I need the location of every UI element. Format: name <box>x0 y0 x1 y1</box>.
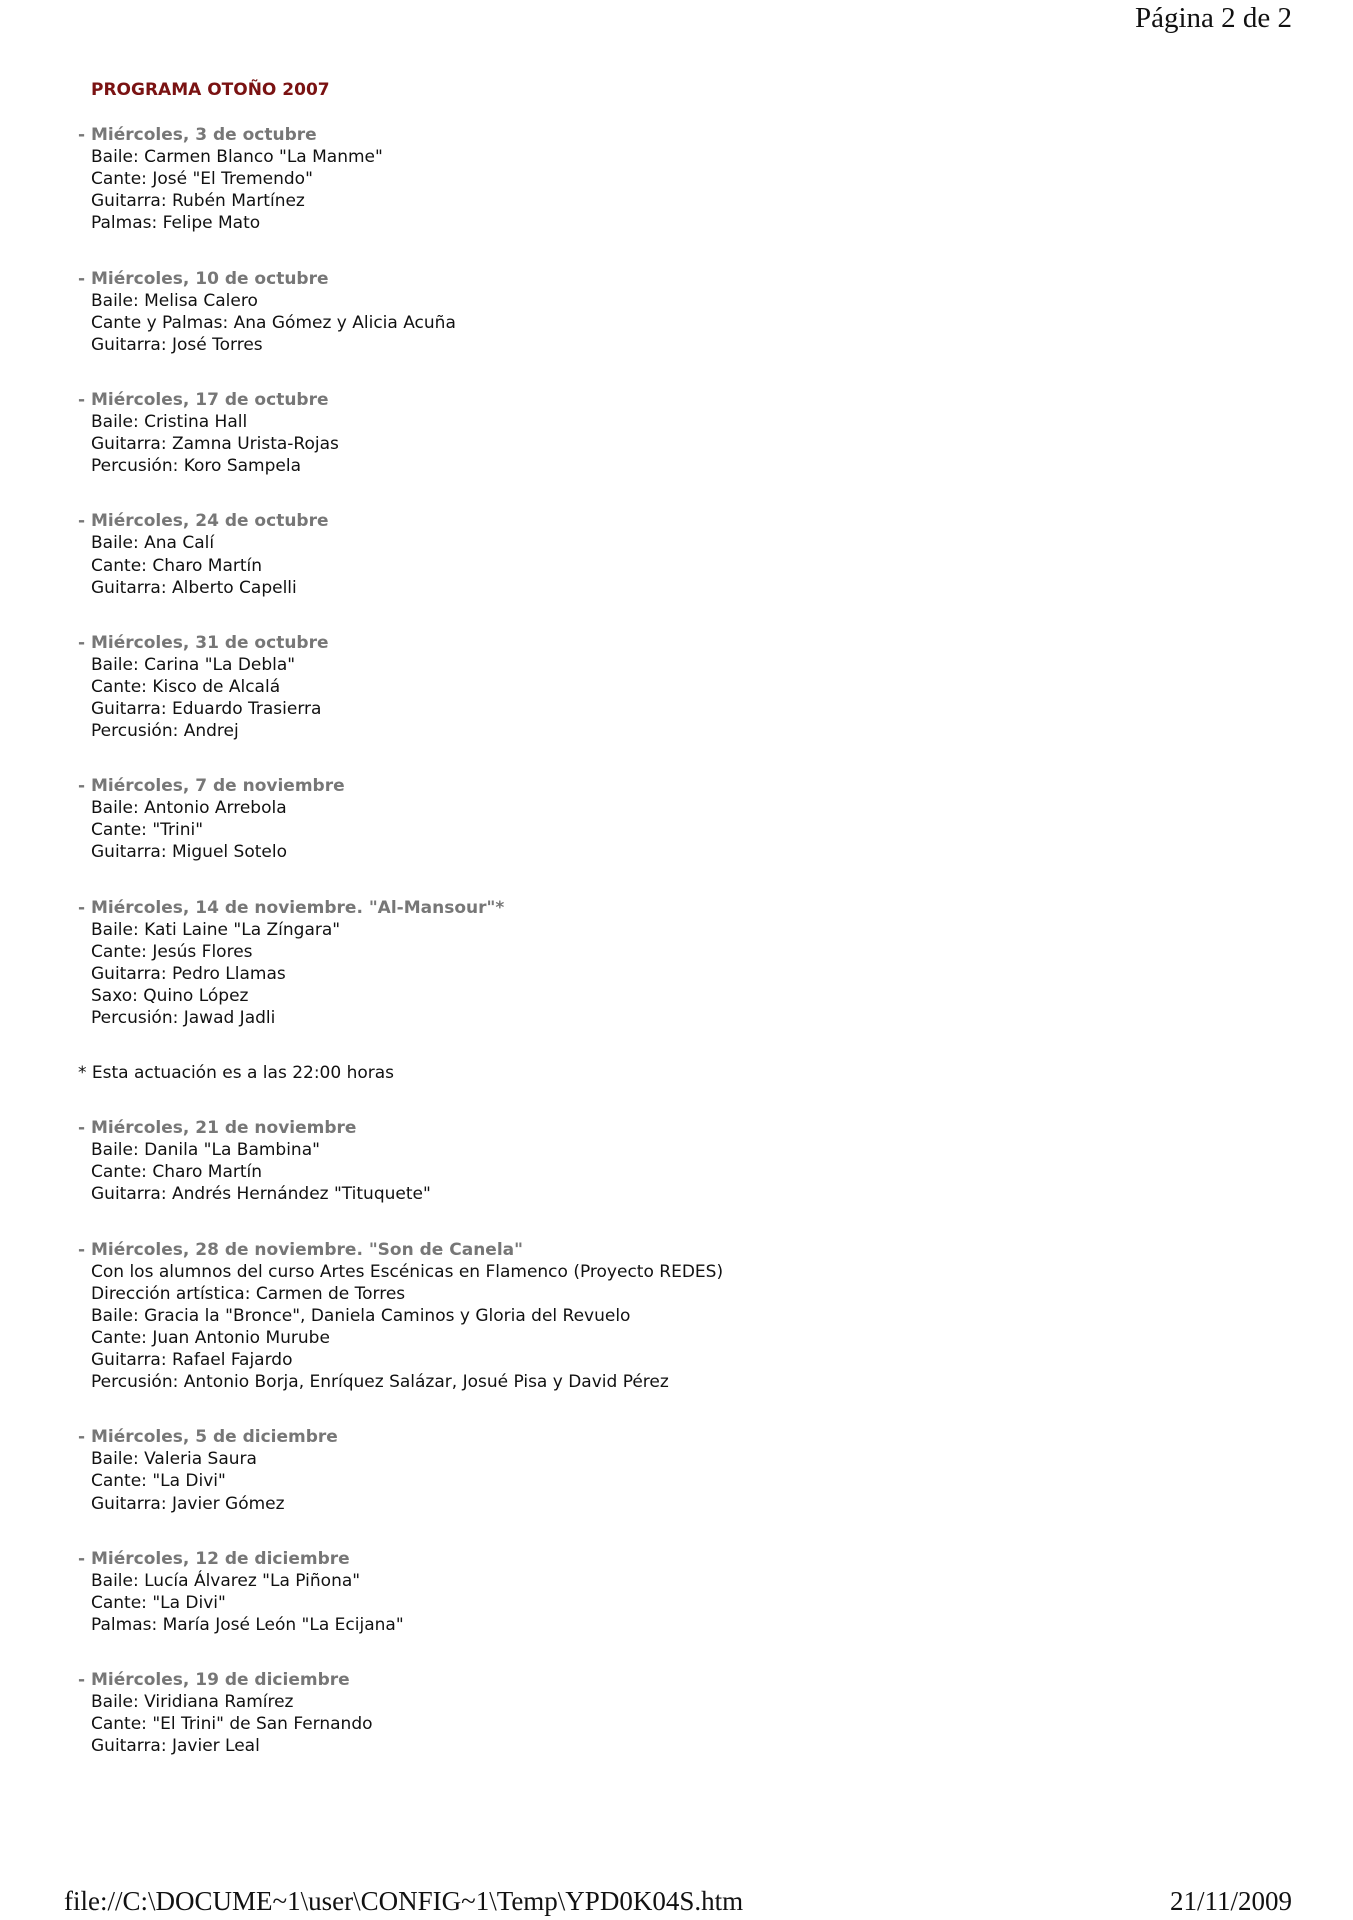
event-performer-line: Guitarra: Pedro Llamas <box>91 963 286 984</box>
event-entry <box>78 632 723 742</box>
event-performer-line: Palmas: María José León "La Ecijana" <box>91 1614 404 1635</box>
event-entry <box>78 775 723 863</box>
event-performer-line: Guitarra: Eduardo Trasierra <box>91 698 322 719</box>
event-date: - Miércoles, 7 de noviembre <box>78 776 345 797</box>
event-entry <box>78 1548 723 1636</box>
event-performer-line: Guitarra: Andrés Hernández "Tituquete" <box>91 1184 431 1205</box>
event-date: - Miércoles, 31 de octubre <box>78 632 329 653</box>
event-performer-line: Percusión: Andrej <box>91 721 239 742</box>
event-performer-line: Cante: Charo Martín <box>91 1162 263 1183</box>
event-entry <box>78 897 723 1030</box>
event-date: - Miércoles, 10 de octubre <box>78 268 329 289</box>
event-performer-line: Guitarra: Zamna Urista-Rojas <box>91 434 339 455</box>
program-content <box>78 79 724 1790</box>
event-date: - Miércoles, 14 de noviembre. "Al-Mansour"* <box>78 897 505 918</box>
event-performer-line: Cante: José "El Tremendo" <box>91 169 313 190</box>
event-performer-line: Guitarra: José Torres <box>91 334 263 355</box>
event-performer-line: Cante: Jesús Flores <box>91 941 253 962</box>
event-performer-line: Palmas: Felipe Mato <box>91 213 261 234</box>
event-performer-line: Baile: Antonio Arrebola <box>91 798 287 819</box>
event-date: - Miércoles, 12 de diciembre <box>78 1548 350 1569</box>
event-entry <box>78 1426 723 1514</box>
event-performer-line: Baile: Ana Calí <box>91 533 215 554</box>
event-performer-line: Cante y Palmas: Ana Gómez y Alicia Acuña <box>91 312 456 333</box>
event-list <box>78 124 724 1757</box>
event-performer-line: Guitarra: Alberto Capelli <box>91 577 297 598</box>
event-performer-line: Baile: Lucía Álvarez "La Piñona" <box>91 1570 361 1591</box>
event-date: - Miércoles, 19 de diciembre <box>78 1669 350 1690</box>
event-performer-line: Cante: Charo Martín <box>91 555 263 576</box>
event-performer-line: Baile: Carina "La Debla" <box>91 654 296 675</box>
event-performer-line: Saxo: Quino López <box>91 985 249 1006</box>
event-performer-line: Baile: Carmen Blanco "La Manme" <box>91 147 383 168</box>
event-performer-line: Baile: Gracia la "Bronce", Daniela Caminos y Gloria del Revuelo <box>91 1305 631 1326</box>
event-performer-line: Guitarra: Javier Gómez <box>91 1493 285 1514</box>
event-performer-line: Cante: "El Trini" de San Fernando <box>91 1714 373 1735</box>
event-date: - Miércoles, 28 de noviembre. "Son de Canela" <box>78 1239 523 1260</box>
event-performer-line: Guitarra: Rafael Fajardo <box>91 1350 293 1371</box>
event-entry <box>78 1239 724 1394</box>
event-performer-line: Guitarra: Javier Leal <box>91 1736 260 1757</box>
event-date: - Miércoles, 24 de octubre <box>78 511 329 532</box>
event-performer-line: Dirección artística: Carmen de Torres <box>91 1283 406 1304</box>
event-performer-line: Cante: Kisco de Alcalá <box>91 676 281 697</box>
event-performer-line: Baile: Melisa Calero <box>91 290 258 311</box>
event-date: - Miércoles, 21 de noviembre <box>78 1118 357 1139</box>
event-date: - Miércoles, 3 de octubre <box>78 125 317 146</box>
event-performer-line: Baile: Cristina Hall <box>91 412 248 433</box>
event-performer-line: Cante: Juan Antonio Murube <box>91 1327 330 1348</box>
event-entry <box>78 1669 723 1757</box>
event-performer-line: Guitarra: Miguel Sotelo <box>91 842 287 863</box>
event-entry <box>78 1117 723 1205</box>
program-title: PROGRAMA OTOÑO 2007 <box>91 80 330 100</box>
event-entry <box>78 389 723 477</box>
event-performer-line: Cante: "Trini" <box>91 820 204 841</box>
footer-date: 21/11/2009 <box>1169 1886 1292 1916</box>
page-number: Página 2 de 2 <box>1134 2 1292 34</box>
event-entry <box>78 510 723 598</box>
event-performer-line: Cante: "La Divi" <box>91 1471 226 1492</box>
event-date: - Miércoles, 17 de octubre <box>78 389 329 410</box>
event-performer-line: Baile: Valeria Saura <box>91 1449 257 1470</box>
event-performer-line: Con los alumnos del curso Artes Escénicas en Flamenco (Proyecto REDES) <box>91 1261 724 1282</box>
event-performer-line: Percusión: Koro Sampela <box>91 456 302 477</box>
event-performer-line: Baile: Kati Laine "La Zíngara" <box>91 919 341 940</box>
event-entry <box>78 268 723 356</box>
event-performer-line: Guitarra: Rubén Martínez <box>91 191 305 212</box>
event-entry <box>78 124 723 234</box>
event-performer-line: Percusión: Antonio Borja, Enríquez Salázar, Josué Pisa y David Pérez <box>91 1372 669 1393</box>
event-performer-line: Baile: Danila "La Bambina" <box>91 1140 320 1161</box>
event-performer-line: Percusión: Jawad Jadli <box>91 1008 276 1028</box>
event-performer-line: Baile: Viridiana Ramírez <box>91 1692 294 1713</box>
event-performer-line: Cante: "La Divi" <box>91 1592 226 1613</box>
event-note: * Esta actuación es a las 22:00 horas <box>78 1063 395 1084</box>
footer-file-path: file://C:\DOCUME~1\user\CONFIG~1\Temp\YPD0K04S.htm <box>64 1886 744 1916</box>
event-date: - Miércoles, 5 de diciembre <box>78 1427 338 1448</box>
